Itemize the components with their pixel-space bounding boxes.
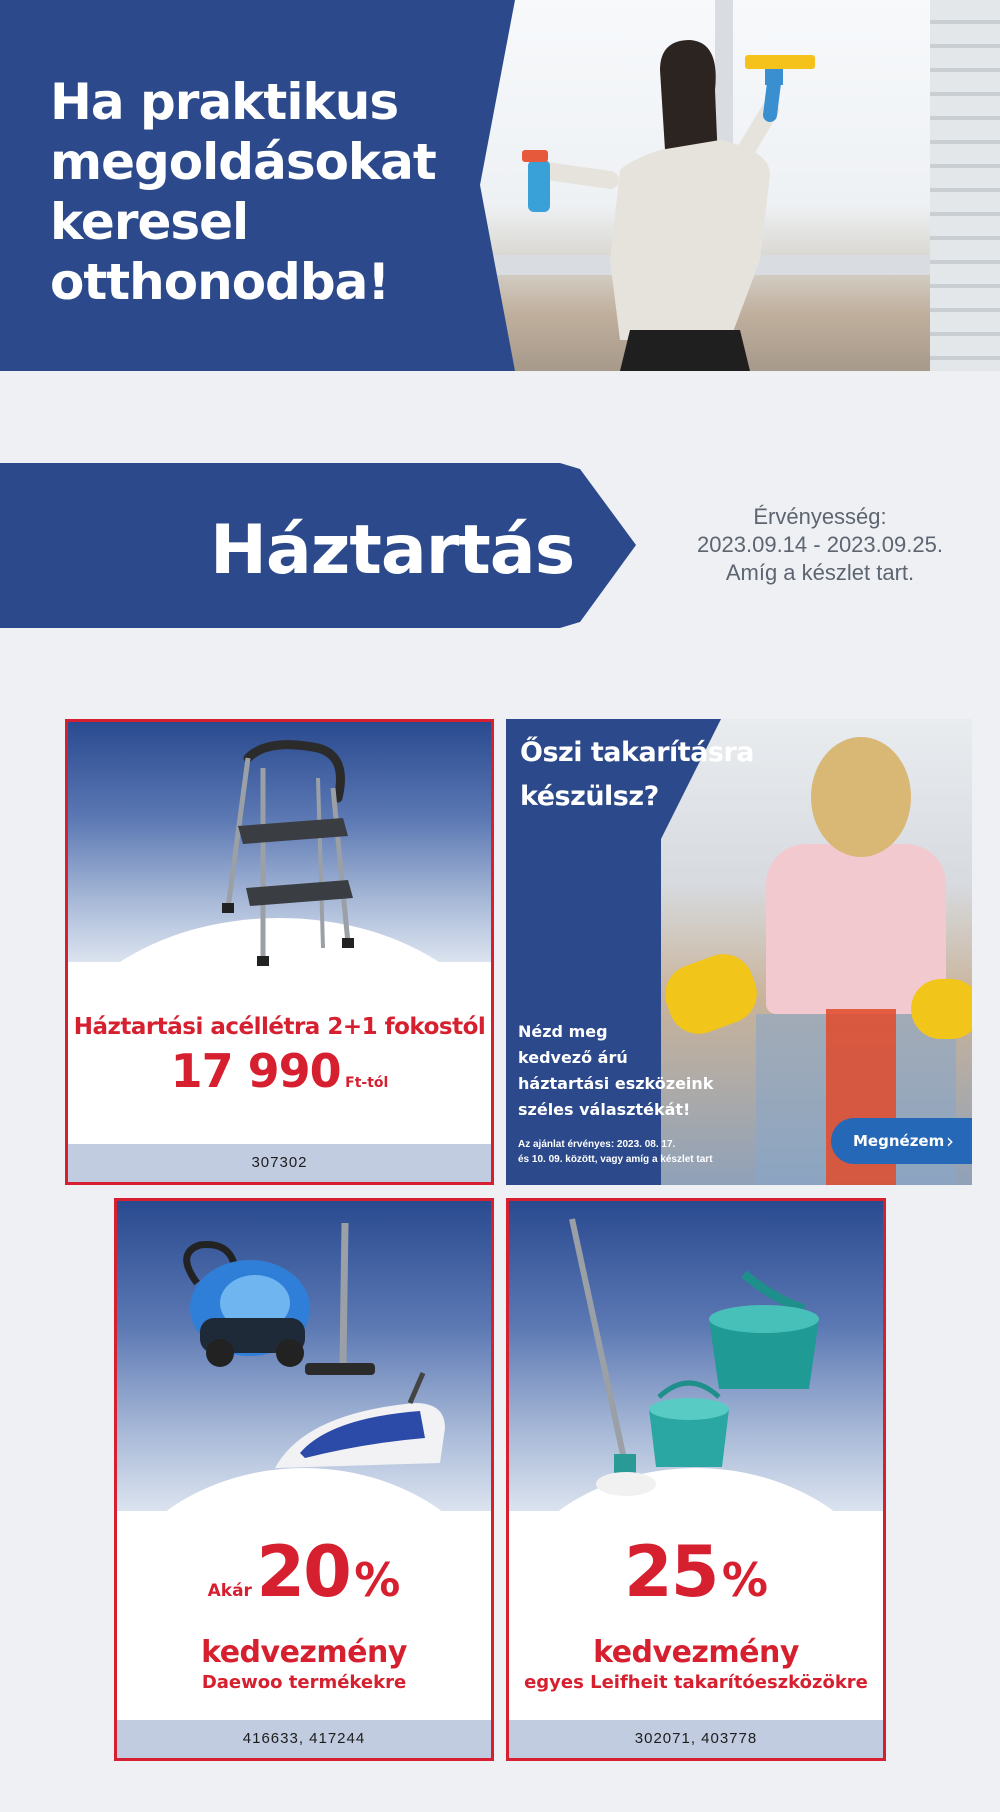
hero-title-line: keresel [50, 193, 249, 251]
promo-autumn-cleaning[interactable] [506, 719, 972, 1185]
discount-prefix: Akár [207, 1581, 252, 1601]
product-code: 302071, 403778 [509, 1720, 883, 1758]
discount-block [509, 1531, 883, 1613]
validity-dates: 2023.09.14 - 2023.09.25. [697, 532, 943, 557]
hero-title-line: megoldásokat [50, 133, 436, 191]
discount-label: kedvezmény [593, 1635, 799, 1670]
percent-sign: % [721, 1553, 768, 1607]
promo-fine-line: Az ajánlat érvényes: 2023. 08. 17. [518, 1139, 676, 1150]
view-button[interactable] [831, 1118, 972, 1164]
product-card-leifheit[interactable] [506, 1198, 886, 1761]
product-code: 416633, 417244 [117, 1720, 491, 1758]
validity-stock-note: Amíg a készlet tart. [725, 560, 915, 585]
percent-sign: % [354, 1553, 401, 1607]
promo-fine-line: és 10. 09. között, vagy amíg a készlet tart [518, 1154, 713, 1165]
discount-block [117, 1531, 491, 1613]
product-code: 307302 [68, 1144, 491, 1182]
promo-title [520, 731, 754, 819]
discount-percent: 20 [256, 1531, 350, 1613]
promo-title-line: készülsz? [520, 781, 659, 812]
photo-hair [811, 737, 911, 857]
hero-title-line: Ha praktikus [50, 73, 399, 131]
product-headline: Háztartási acéllétra 2+1 fokostól [73, 1014, 486, 1040]
chevron-right-icon: › [946, 1129, 954, 1153]
hero-title [50, 72, 470, 312]
promo-text-line: kedvező árú [518, 1048, 628, 1067]
product-card-daewoo[interactable] [114, 1198, 494, 1761]
price-suffix: Ft-tól [345, 1075, 389, 1091]
product-card-ladder[interactable] [65, 719, 494, 1185]
product-price [68, 1044, 491, 1098]
validity-label: Érvényesség: [753, 504, 887, 529]
price-value: 17 990 [170, 1044, 341, 1098]
view-button-label: Megnézem [853, 1132, 945, 1150]
validity-info [670, 503, 970, 587]
promo-text-line: háztartási eszközeink [518, 1074, 714, 1093]
promo-fine-print [518, 1137, 748, 1167]
discount-target: Daewoo termékekre [201, 1672, 407, 1693]
vacuum-and-iron-image [155, 1213, 455, 1483]
hero-title-line: otthonodba! [50, 253, 390, 311]
promo-title-line: Őszi takarításra [520, 737, 754, 768]
promo-text-line: széles választékát! [518, 1100, 691, 1119]
hero-banner[interactable] [0, 0, 1000, 371]
woman-cleaning-illustration [470, 0, 1000, 371]
photo-glove [911, 979, 972, 1039]
mop-and-bucket-image [564, 1219, 864, 1499]
hero-photo-window-cleaning [470, 0, 1000, 371]
category-title: Háztartás [210, 511, 575, 590]
discount-percent: 25 [624, 1531, 718, 1613]
promo-text [518, 1019, 718, 1123]
discount-label: kedvezmény [201, 1635, 407, 1670]
step-ladder-image [208, 738, 368, 968]
discount-target: egyes Leifheit takarítóeszközökre [524, 1672, 868, 1693]
promo-text-line: Nézd meg [518, 1022, 608, 1041]
